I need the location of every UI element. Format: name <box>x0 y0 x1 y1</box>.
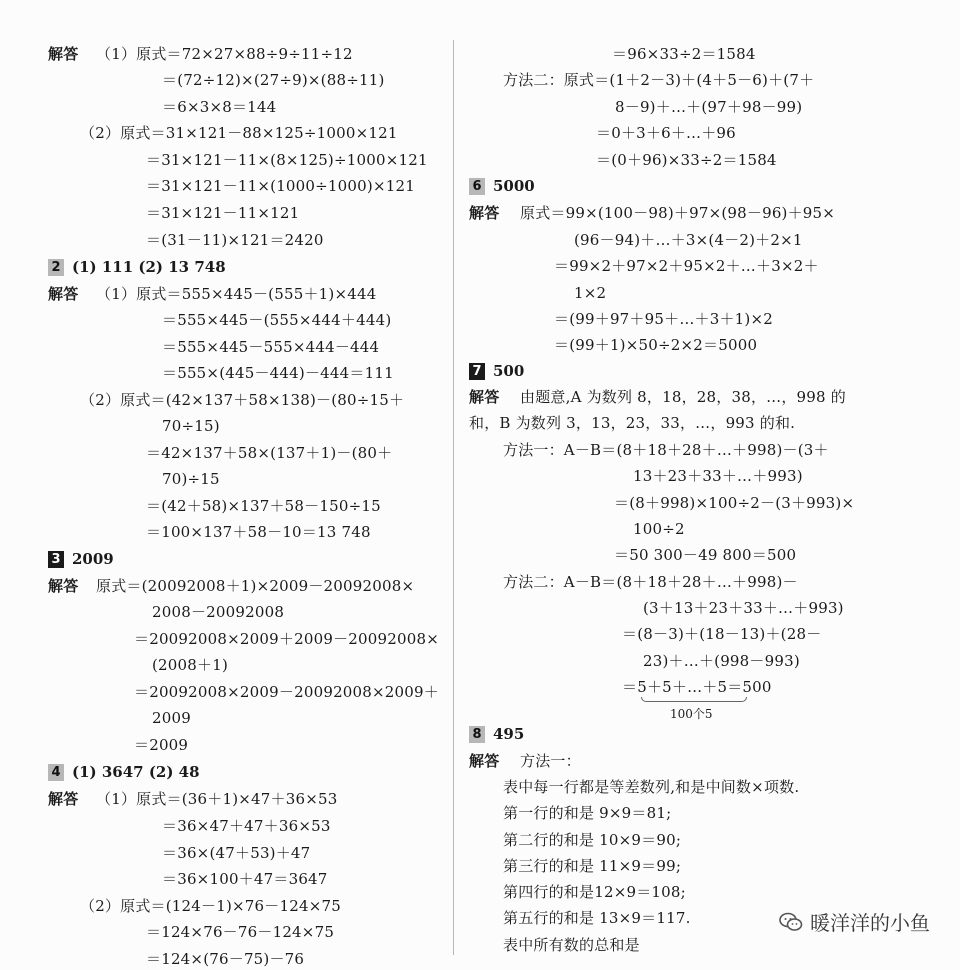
solution-line: （2）原式＝(124－1)×76－124×75 <box>80 897 341 915</box>
solution-line: 第二行的和是 10×9＝90; <box>503 831 682 849</box>
answer-label: 解答 <box>469 752 500 770</box>
solution-line: 2008－20092008 <box>152 603 285 621</box>
solution-line: ＝555×(445－444)－444＝111 <box>162 364 394 382</box>
problem-answer: 2009 <box>72 550 114 568</box>
solution-line: ＝(42＋58)×137＋58－150÷15 <box>146 497 381 515</box>
solution-line: 和，B 为数列 3，13，23，33，…，993 的和. <box>469 414 796 432</box>
solution-line: ＝36×47＋47＋36×53 <box>162 817 331 835</box>
answer-label: 解答 <box>48 45 79 63</box>
solution-line: ＝(99＋97＋95＋…＋3＋1)×2 <box>554 310 773 328</box>
solution-line: （1）原式＝555×445－(555＋1)×444 <box>96 285 377 303</box>
column-divider <box>453 40 454 955</box>
solution-line: 8－9)＋…＋(97＋98－99) <box>615 98 803 116</box>
solution-line: 由题意,A 为数列 8，18，28，38，…，998 的 <box>520 388 846 406</box>
solution-line: 原式＝(20092008＋1)×2009－20092008× <box>96 577 415 595</box>
problem-number-badge: 2 <box>48 259 64 276</box>
problem-header <box>469 360 524 382</box>
solution-line: ＝(72÷12)×(27÷9)×(88÷11) <box>162 71 385 89</box>
solution-line: 70÷15) <box>162 417 220 435</box>
problem-number-badge: 6 <box>469 178 485 195</box>
solution-line: （1）原式＝(36＋1)×47＋36×53 <box>96 790 338 808</box>
answer-label: 解答 <box>48 285 79 303</box>
solution-line: ＝(8＋998)×100÷2－(3＋993)× <box>614 494 855 512</box>
equals-sign: ＝ <box>622 678 638 696</box>
solution-line: ＝31×121－11×(8×125)÷1000×121 <box>146 151 428 169</box>
answer-label: 解答 <box>48 790 79 808</box>
solution-line: 100÷2 <box>633 520 685 538</box>
solution-line: 方法二：原式＝(1＋2－3)＋(4＋5－6)＋(7＋ <box>503 71 815 89</box>
solution-line: (96－94)＋…＋3×(4－2)＋2×1 <box>574 231 803 249</box>
solution-line: ＝555×445－555×444－444 <box>162 338 380 356</box>
solution-line: ＝124×(76－75)－76 <box>146 950 305 968</box>
underbrace <box>641 697 747 702</box>
solution-line: 第三行的和是 11×9＝99; <box>503 857 682 875</box>
problem-number-badge: 7 <box>469 363 485 380</box>
solution-line: ＝36×(47＋53)＋47 <box>162 844 311 862</box>
final-equation <box>622 676 772 698</box>
solution-line: 13＋23＋33＋…＋993) <box>633 467 803 485</box>
wechat-icon <box>778 909 804 935</box>
problem-number-badge: 3 <box>48 551 64 568</box>
solution-line: 1×2 <box>574 284 607 302</box>
problem-answer: 5000 <box>493 177 535 195</box>
solution-line: 第一行的和是 9×9＝81; <box>503 804 672 822</box>
solution-line: 2009 <box>152 709 191 727</box>
solution-line: 表中每一行都是等差数列,和是中间数×项数. <box>503 778 800 796</box>
solution-line: ＝20092008×2009－20092008×2009＋ <box>134 683 439 701</box>
solution-line: ＝96×33÷2＝1584 <box>612 45 756 63</box>
problem-number-badge: 8 <box>469 726 485 743</box>
problem-answer: (1) 3647 (2) 48 <box>72 763 200 781</box>
solution-line: ＝99×2＋97×2＋95×2＋…＋3×2＋ <box>554 257 819 275</box>
solution-line: ＝(31－11)×121＝2420 <box>146 231 324 249</box>
problem-answer: 500 <box>493 362 525 380</box>
watermark-text: 暖洋洋的小鱼 <box>810 911 930 935</box>
solution-line: ＝36×100＋47＝3647 <box>162 870 328 888</box>
problem-header <box>469 175 535 197</box>
solution-line: ＝0＋3＋6＋…＋96 <box>596 124 736 142</box>
problem-header <box>48 761 200 783</box>
solution-line: ＝124×76－76－124×75 <box>146 923 335 941</box>
solution-line: ＝20092008×2009＋2009－20092008× <box>134 630 439 648</box>
result: ＝500 <box>727 678 772 696</box>
problem-header <box>48 256 226 278</box>
solution-line: ＝2009 <box>134 736 189 754</box>
brace-label: 100个5 <box>670 707 713 721</box>
solution-line: ＝(99＋1)×50÷2×2＝5000 <box>554 336 758 354</box>
problem-answer: 495 <box>493 725 525 743</box>
watermark <box>778 907 930 936</box>
solution-line: 第四行的和是12×9＝108; <box>503 883 686 901</box>
solution-line: ＝100×137＋58－10＝13 748 <box>146 523 371 541</box>
solution-line: （2）原式＝(42×137＋58×138)－(80÷15＋ <box>80 391 405 409</box>
solution-line: ＝(0＋96)×33÷2＝1584 <box>596 151 777 169</box>
problem-number-badge: 4 <box>48 764 64 781</box>
solution-line: ＝6×3×8＝144 <box>162 98 277 116</box>
solution-line: 原式＝99×(100－98)＋97×(98－96)＋95× <box>520 204 836 222</box>
problem-answer: (1) 111 (2) 13 748 <box>72 258 226 276</box>
solution-line: 70)÷15 <box>162 470 220 488</box>
solution-line: 方法二：A－B＝(8＋18＋28＋…＋998)－ <box>503 573 798 591</box>
answer-label: 解答 <box>48 577 79 595</box>
solution-line: 表中所有数的总和是 <box>503 936 640 954</box>
answer-label: 解答 <box>469 388 500 406</box>
solution-line: ＝31×121－11×(1000÷1000)×121 <box>146 177 415 195</box>
solution-line: (3＋13＋23＋33＋…＋993) <box>643 599 844 617</box>
solution-line: ＝50 300－49 800＝500 <box>614 546 797 564</box>
solution-line: （2）原式＝31×121－88×125÷1000×121 <box>80 124 398 142</box>
solution-line: ＝555×445－(555×444＋444) <box>162 311 392 329</box>
answer-label: 解答 <box>469 204 500 222</box>
problem-header <box>48 548 114 570</box>
solution-line: ＝31×121－11×121 <box>146 204 300 222</box>
solution-line: ＝(8－3)＋(18－13)＋(28－ <box>622 625 822 643</box>
solution-line: 方法一：A－B＝(8＋18＋28＋…＋998)－(3＋ <box>503 441 829 459</box>
solution-line: 23)＋…＋(998－993) <box>643 652 800 670</box>
solution-line: ＝42×137＋58×(137＋1)－(80＋ <box>146 444 393 462</box>
method-label: 方法一： <box>520 752 581 770</box>
problem-header <box>469 723 524 745</box>
solution-line: （1）原式＝72×27×88÷9÷11÷12 <box>96 45 353 63</box>
solution-line: 第五行的和是 13×9＝117. <box>503 909 691 927</box>
underbraced-sum: 5＋5＋…＋5 <box>637 678 728 696</box>
solution-line: (2008＋1) <box>152 656 229 674</box>
